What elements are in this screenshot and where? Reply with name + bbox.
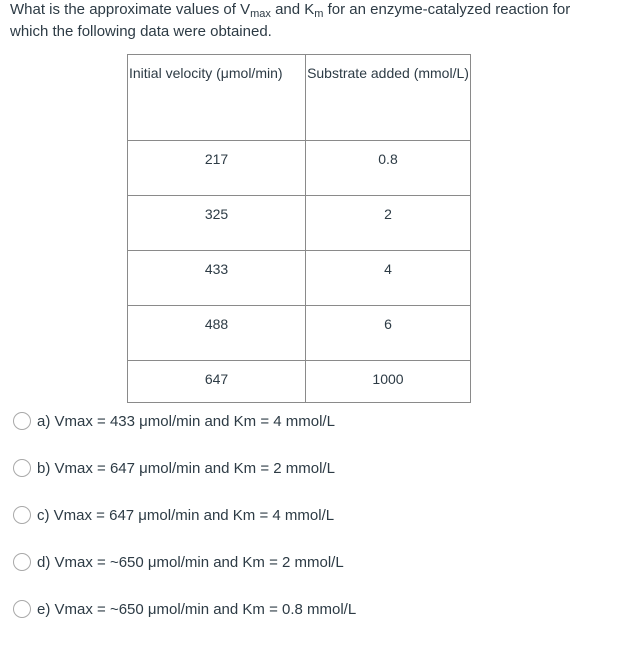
vmax-subscript: max bbox=[250, 8, 271, 20]
velocity-cell: 433 bbox=[128, 251, 306, 306]
radio-button-b[interactable] bbox=[13, 459, 31, 477]
answer-label-e: e) Vmax = ~650 μmol/min and Km = 0.8 mmol/L bbox=[37, 600, 357, 618]
answer-label-a: a) Vmax = 433 μmol/min and Km = 4 mmol/L bbox=[37, 412, 335, 430]
data-table bbox=[127, 54, 471, 403]
substrate-cell: 6 bbox=[306, 306, 471, 361]
velocity-cell: 488 bbox=[128, 306, 306, 361]
answer-option-c[interactable] bbox=[13, 504, 356, 526]
radio-button-a[interactable] bbox=[13, 412, 31, 430]
substrate-cell: 4 bbox=[306, 251, 471, 306]
table-row bbox=[128, 306, 471, 361]
velocity-cell: 217 bbox=[128, 141, 306, 196]
header-substrate-added: Substrate added (mmol/L) bbox=[306, 55, 471, 141]
answer-label-d: d) Vmax = ~650 μmol/min and Km = 2 mmol/L bbox=[37, 553, 344, 571]
radio-button-c[interactable] bbox=[13, 506, 31, 524]
table-row bbox=[128, 141, 471, 196]
km-subscript: m bbox=[314, 8, 324, 20]
radio-button-e[interactable] bbox=[13, 600, 31, 618]
velocity-cell: 647 bbox=[128, 361, 306, 403]
question-text: What is the approximate values of $V_{max}$ and $K_m$ for an enzyme-catalyzed reaction for which the following data were obtained. bbox=[10, 1, 571, 40]
table-row bbox=[128, 196, 471, 251]
substrate-cell: 0.8 bbox=[306, 141, 471, 196]
table-row bbox=[128, 361, 471, 403]
radio-button-d[interactable] bbox=[13, 553, 31, 571]
answer-options bbox=[13, 410, 356, 645]
table-header-row bbox=[128, 55, 471, 141]
answer-option-b[interactable] bbox=[13, 457, 356, 479]
substrate-cell: 2 bbox=[306, 196, 471, 251]
answer-option-a[interactable] bbox=[13, 410, 356, 432]
substrate-cell: 1000 bbox=[306, 361, 471, 403]
velocity-cell: 325 bbox=[128, 196, 306, 251]
answer-option-e[interactable] bbox=[13, 598, 356, 620]
answer-label-c: c) Vmax = 647 μmol/min and Km = 4 mmol/L bbox=[37, 506, 335, 524]
table-row bbox=[128, 251, 471, 306]
answer-label-b: b) Vmax = 647 μmol/min and Km = 2 mmol/L bbox=[37, 459, 335, 477]
answer-option-d[interactable] bbox=[13, 551, 356, 573]
header-initial-velocity: Initial velocity (μmol/min) bbox=[128, 55, 306, 141]
